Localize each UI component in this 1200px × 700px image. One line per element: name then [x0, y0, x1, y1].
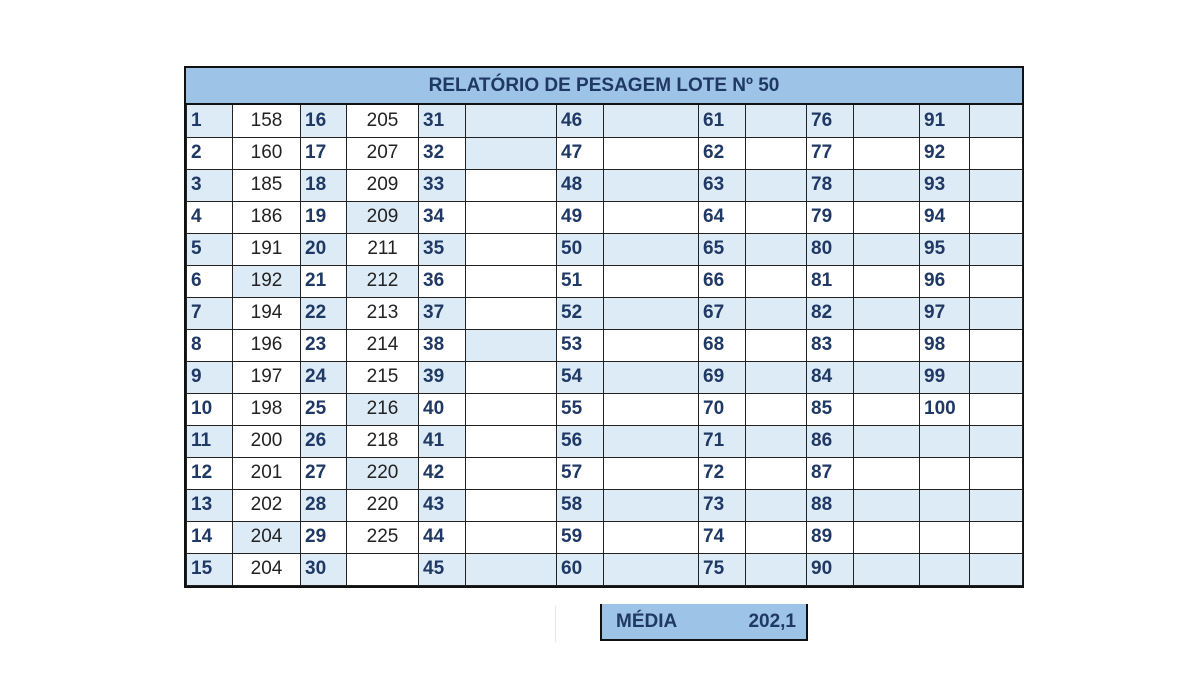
item-number-cell: 46 — [557, 105, 604, 137]
weight-value-cell: 198 — [233, 393, 301, 425]
weight-value-cell: 225 — [347, 521, 419, 553]
item-number-cell: 16 — [301, 105, 347, 137]
item-number-cell: 58 — [557, 489, 604, 521]
weight-value-cell — [746, 329, 807, 361]
item-number-cell: 74 — [699, 521, 746, 553]
item-number-cell: 47 — [557, 137, 604, 169]
item-number-cell: 14 — [187, 521, 233, 553]
weight-value-cell — [746, 169, 807, 201]
weight-value-cell — [604, 489, 699, 521]
item-number-cell: 97 — [920, 297, 970, 329]
item-number-cell: 51 — [557, 265, 604, 297]
table-row — [187, 521, 1023, 553]
item-number-cell: 64 — [699, 201, 746, 233]
item-number-cell: 52 — [557, 297, 604, 329]
weight-value-cell — [746, 457, 807, 489]
weight-value-cell — [466, 361, 557, 393]
weight-value-cell: 209 — [347, 201, 419, 233]
item-number-cell: 67 — [699, 297, 746, 329]
item-number-cell: 40 — [419, 393, 466, 425]
weight-value-cell — [970, 329, 1023, 361]
item-number-cell: 93 — [920, 169, 970, 201]
item-number-cell: 90 — [807, 553, 854, 585]
item-number-cell: 42 — [419, 457, 466, 489]
weight-value-cell: 214 — [347, 329, 419, 361]
table-row — [187, 265, 1023, 297]
item-number-cell: 1 — [187, 105, 233, 137]
weight-value-cell: 204 — [233, 553, 301, 585]
weight-value-cell — [970, 233, 1023, 265]
item-number-cell: 63 — [699, 169, 746, 201]
item-number-cell: 73 — [699, 489, 746, 521]
item-number-cell: 10 — [187, 393, 233, 425]
weight-value-cell — [604, 201, 699, 233]
table-row — [187, 457, 1023, 489]
item-number-cell: 21 — [301, 265, 347, 297]
item-number-cell: 72 — [699, 457, 746, 489]
weight-value-cell — [970, 265, 1023, 297]
average-value: 202,1 — [748, 610, 796, 632]
weight-value-cell — [604, 329, 699, 361]
weight-value-cell — [466, 137, 557, 169]
item-number-cell: 4 — [187, 201, 233, 233]
weight-value-cell — [746, 233, 807, 265]
item-number-cell: 88 — [807, 489, 854, 521]
item-number-cell: 20 — [301, 233, 347, 265]
weight-value-cell — [970, 553, 1023, 585]
item-number-cell: 57 — [557, 457, 604, 489]
weight-value-cell — [854, 329, 920, 361]
item-number-cell: 85 — [807, 393, 854, 425]
weight-value-cell — [746, 265, 807, 297]
item-number-cell: 12 — [187, 457, 233, 489]
weight-value-cell — [604, 361, 699, 393]
weight-value-cell: 205 — [347, 105, 419, 137]
weight-value-cell — [466, 297, 557, 329]
item-number-cell: 92 — [920, 137, 970, 169]
weight-value-cell — [466, 489, 557, 521]
item-number-cell: 53 — [557, 329, 604, 361]
item-number-cell: 35 — [419, 233, 466, 265]
weight-value-cell — [854, 361, 920, 393]
weight-value-cell: 158 — [233, 105, 301, 137]
weight-value-cell — [466, 329, 557, 361]
item-number-cell — [920, 521, 970, 553]
weight-value-cell — [604, 233, 699, 265]
weight-value-cell — [604, 169, 699, 201]
item-number-cell: 96 — [920, 265, 970, 297]
item-number-cell: 41 — [419, 425, 466, 457]
weight-value-cell: 204 — [233, 521, 301, 553]
weight-value-cell: 201 — [233, 457, 301, 489]
weight-value-cell — [604, 137, 699, 169]
item-number-cell: 76 — [807, 105, 854, 137]
item-number-cell: 18 — [301, 169, 347, 201]
weight-value-cell — [466, 201, 557, 233]
table-row — [187, 169, 1023, 201]
item-number-cell: 13 — [187, 489, 233, 521]
item-number-cell: 99 — [920, 361, 970, 393]
item-number-cell: 19 — [301, 201, 347, 233]
item-number-cell: 2 — [187, 137, 233, 169]
item-number-cell: 60 — [557, 553, 604, 585]
item-number-cell: 69 — [699, 361, 746, 393]
weight-value-cell: 191 — [233, 233, 301, 265]
weight-value-cell: 216 — [347, 393, 419, 425]
weight-value-cell: 202 — [233, 489, 301, 521]
item-number-cell: 48 — [557, 169, 604, 201]
item-number-cell: 31 — [419, 105, 466, 137]
item-number-cell — [920, 553, 970, 585]
item-number-cell: 81 — [807, 265, 854, 297]
weight-value-cell — [746, 553, 807, 585]
weight-value-cell — [466, 233, 557, 265]
item-number-cell: 36 — [419, 265, 466, 297]
weight-value-cell — [854, 233, 920, 265]
item-number-cell: 56 — [557, 425, 604, 457]
item-number-cell: 5 — [187, 233, 233, 265]
weight-value-cell — [746, 361, 807, 393]
item-number-cell: 7 — [187, 297, 233, 329]
weight-value-cell — [604, 553, 699, 585]
table-row — [187, 393, 1023, 425]
item-number-cell — [920, 489, 970, 521]
weight-value-cell — [466, 553, 557, 585]
item-number-cell: 70 — [699, 393, 746, 425]
item-number-cell: 79 — [807, 201, 854, 233]
item-number-cell — [920, 425, 970, 457]
weight-value-cell — [746, 105, 807, 137]
weight-value-cell — [604, 105, 699, 137]
table-row — [187, 233, 1023, 265]
item-number-cell: 54 — [557, 361, 604, 393]
item-number-cell: 17 — [301, 137, 347, 169]
item-number-cell: 55 — [557, 393, 604, 425]
item-number-cell: 8 — [187, 329, 233, 361]
table-row — [187, 297, 1023, 329]
weight-value-cell — [466, 105, 557, 137]
weight-value-cell — [604, 521, 699, 553]
item-number-cell: 82 — [807, 297, 854, 329]
item-number-cell: 77 — [807, 137, 854, 169]
weight-value-cell — [854, 457, 920, 489]
item-number-cell: 65 — [699, 233, 746, 265]
table-row — [187, 361, 1023, 393]
weight-value-cell — [970, 521, 1023, 553]
item-number-cell: 86 — [807, 425, 854, 457]
item-number-cell: 15 — [187, 553, 233, 585]
average-box — [600, 604, 808, 641]
item-number-cell: 23 — [301, 329, 347, 361]
weight-value-cell: 194 — [233, 297, 301, 329]
item-number-cell: 34 — [419, 201, 466, 233]
item-number-cell: 39 — [419, 361, 466, 393]
weight-value-cell: 212 — [347, 265, 419, 297]
weight-value-cell — [604, 457, 699, 489]
table-row — [187, 201, 1023, 233]
item-number-cell: 75 — [699, 553, 746, 585]
weight-value-cell — [746, 489, 807, 521]
item-number-cell: 84 — [807, 361, 854, 393]
item-number-cell: 45 — [419, 553, 466, 585]
weight-value-cell — [854, 393, 920, 425]
weight-value-cell — [970, 105, 1023, 137]
item-number-cell: 89 — [807, 521, 854, 553]
weight-value-cell — [854, 489, 920, 521]
weight-value-cell: 160 — [233, 137, 301, 169]
weight-value-cell: 207 — [347, 137, 419, 169]
weight-value-cell — [347, 553, 419, 585]
weight-value-cell — [854, 553, 920, 585]
item-number-cell: 24 — [301, 361, 347, 393]
item-number-cell: 50 — [557, 233, 604, 265]
item-number-cell: 30 — [301, 553, 347, 585]
item-number-cell: 38 — [419, 329, 466, 361]
weight-value-cell — [746, 137, 807, 169]
weight-value-cell — [746, 425, 807, 457]
table-row — [187, 329, 1023, 361]
item-number-cell: 37 — [419, 297, 466, 329]
weight-value-cell — [854, 137, 920, 169]
item-number-cell: 59 — [557, 521, 604, 553]
item-number-cell: 22 — [301, 297, 347, 329]
weight-value-cell — [466, 521, 557, 553]
item-number-cell: 87 — [807, 457, 854, 489]
weight-value-cell: 211 — [347, 233, 419, 265]
faint-gridline — [555, 606, 556, 642]
weight-value-cell — [466, 169, 557, 201]
item-number-cell: 49 — [557, 201, 604, 233]
item-number-cell: 29 — [301, 521, 347, 553]
item-number-cell: 27 — [301, 457, 347, 489]
item-number-cell: 26 — [301, 425, 347, 457]
item-number-cell: 95 — [920, 233, 970, 265]
item-number-cell: 11 — [187, 425, 233, 457]
item-number-cell — [920, 457, 970, 489]
item-number-cell: 62 — [699, 137, 746, 169]
weight-value-cell — [854, 297, 920, 329]
item-number-cell: 9 — [187, 361, 233, 393]
weight-value-cell: 185 — [233, 169, 301, 201]
item-number-cell: 33 — [419, 169, 466, 201]
weight-value-cell — [970, 425, 1023, 457]
weight-value-cell — [970, 137, 1023, 169]
weight-value-cell — [854, 169, 920, 201]
weight-value-cell: 209 — [347, 169, 419, 201]
weight-value-cell: 197 — [233, 361, 301, 393]
item-number-cell: 91 — [920, 105, 970, 137]
item-number-cell: 61 — [699, 105, 746, 137]
weighing-grid — [186, 105, 1023, 586]
table-row — [187, 553, 1023, 585]
weight-value-cell — [854, 521, 920, 553]
item-number-cell: 43 — [419, 489, 466, 521]
average-label: MÉDIA — [616, 610, 678, 632]
weight-value-cell: 218 — [347, 425, 419, 457]
report-title: RELATÓRIO DE PESAGEM LOTE Nº 50 — [186, 68, 1022, 105]
weight-value-cell: 200 — [233, 425, 301, 457]
item-number-cell: 98 — [920, 329, 970, 361]
item-number-cell: 78 — [807, 169, 854, 201]
weight-value-cell — [970, 393, 1023, 425]
item-number-cell: 80 — [807, 233, 854, 265]
weight-value-cell: 220 — [347, 489, 419, 521]
weight-value-cell — [970, 457, 1023, 489]
weight-value-cell — [854, 105, 920, 137]
weight-value-cell — [970, 169, 1023, 201]
weight-value-cell: 213 — [347, 297, 419, 329]
weight-value-cell — [970, 361, 1023, 393]
weight-value-cell — [746, 521, 807, 553]
weight-value-cell — [604, 297, 699, 329]
item-number-cell: 66 — [699, 265, 746, 297]
weight-value-cell: 215 — [347, 361, 419, 393]
item-number-cell: 6 — [187, 265, 233, 297]
weight-value-cell: 192 — [233, 265, 301, 297]
weight-value-cell — [746, 393, 807, 425]
item-number-cell: 71 — [699, 425, 746, 457]
weight-value-cell — [466, 457, 557, 489]
weight-value-cell — [746, 297, 807, 329]
item-number-cell: 83 — [807, 329, 854, 361]
weight-value-cell — [854, 201, 920, 233]
item-number-cell: 100 — [920, 393, 970, 425]
weight-value-cell — [746, 201, 807, 233]
weight-value-cell — [604, 425, 699, 457]
weight-value-cell — [466, 265, 557, 297]
weight-value-cell: 220 — [347, 457, 419, 489]
item-number-cell: 25 — [301, 393, 347, 425]
weighing-report-sheet — [184, 66, 1024, 588]
item-number-cell: 44 — [419, 521, 466, 553]
item-number-cell: 94 — [920, 201, 970, 233]
weight-value-cell — [604, 265, 699, 297]
table-row — [187, 489, 1023, 521]
item-number-cell: 3 — [187, 169, 233, 201]
table-row — [187, 425, 1023, 457]
weight-value-cell — [970, 489, 1023, 521]
weight-value-cell — [854, 425, 920, 457]
table-row — [187, 105, 1023, 137]
item-number-cell: 28 — [301, 489, 347, 521]
weight-value-cell: 196 — [233, 329, 301, 361]
weight-value-cell — [466, 425, 557, 457]
weight-value-cell — [854, 265, 920, 297]
item-number-cell: 32 — [419, 137, 466, 169]
weight-value-cell: 186 — [233, 201, 301, 233]
weight-value-cell — [970, 201, 1023, 233]
weight-value-cell — [466, 393, 557, 425]
weight-value-cell — [970, 297, 1023, 329]
weight-value-cell — [604, 393, 699, 425]
table-row — [187, 137, 1023, 169]
item-number-cell: 68 — [699, 329, 746, 361]
